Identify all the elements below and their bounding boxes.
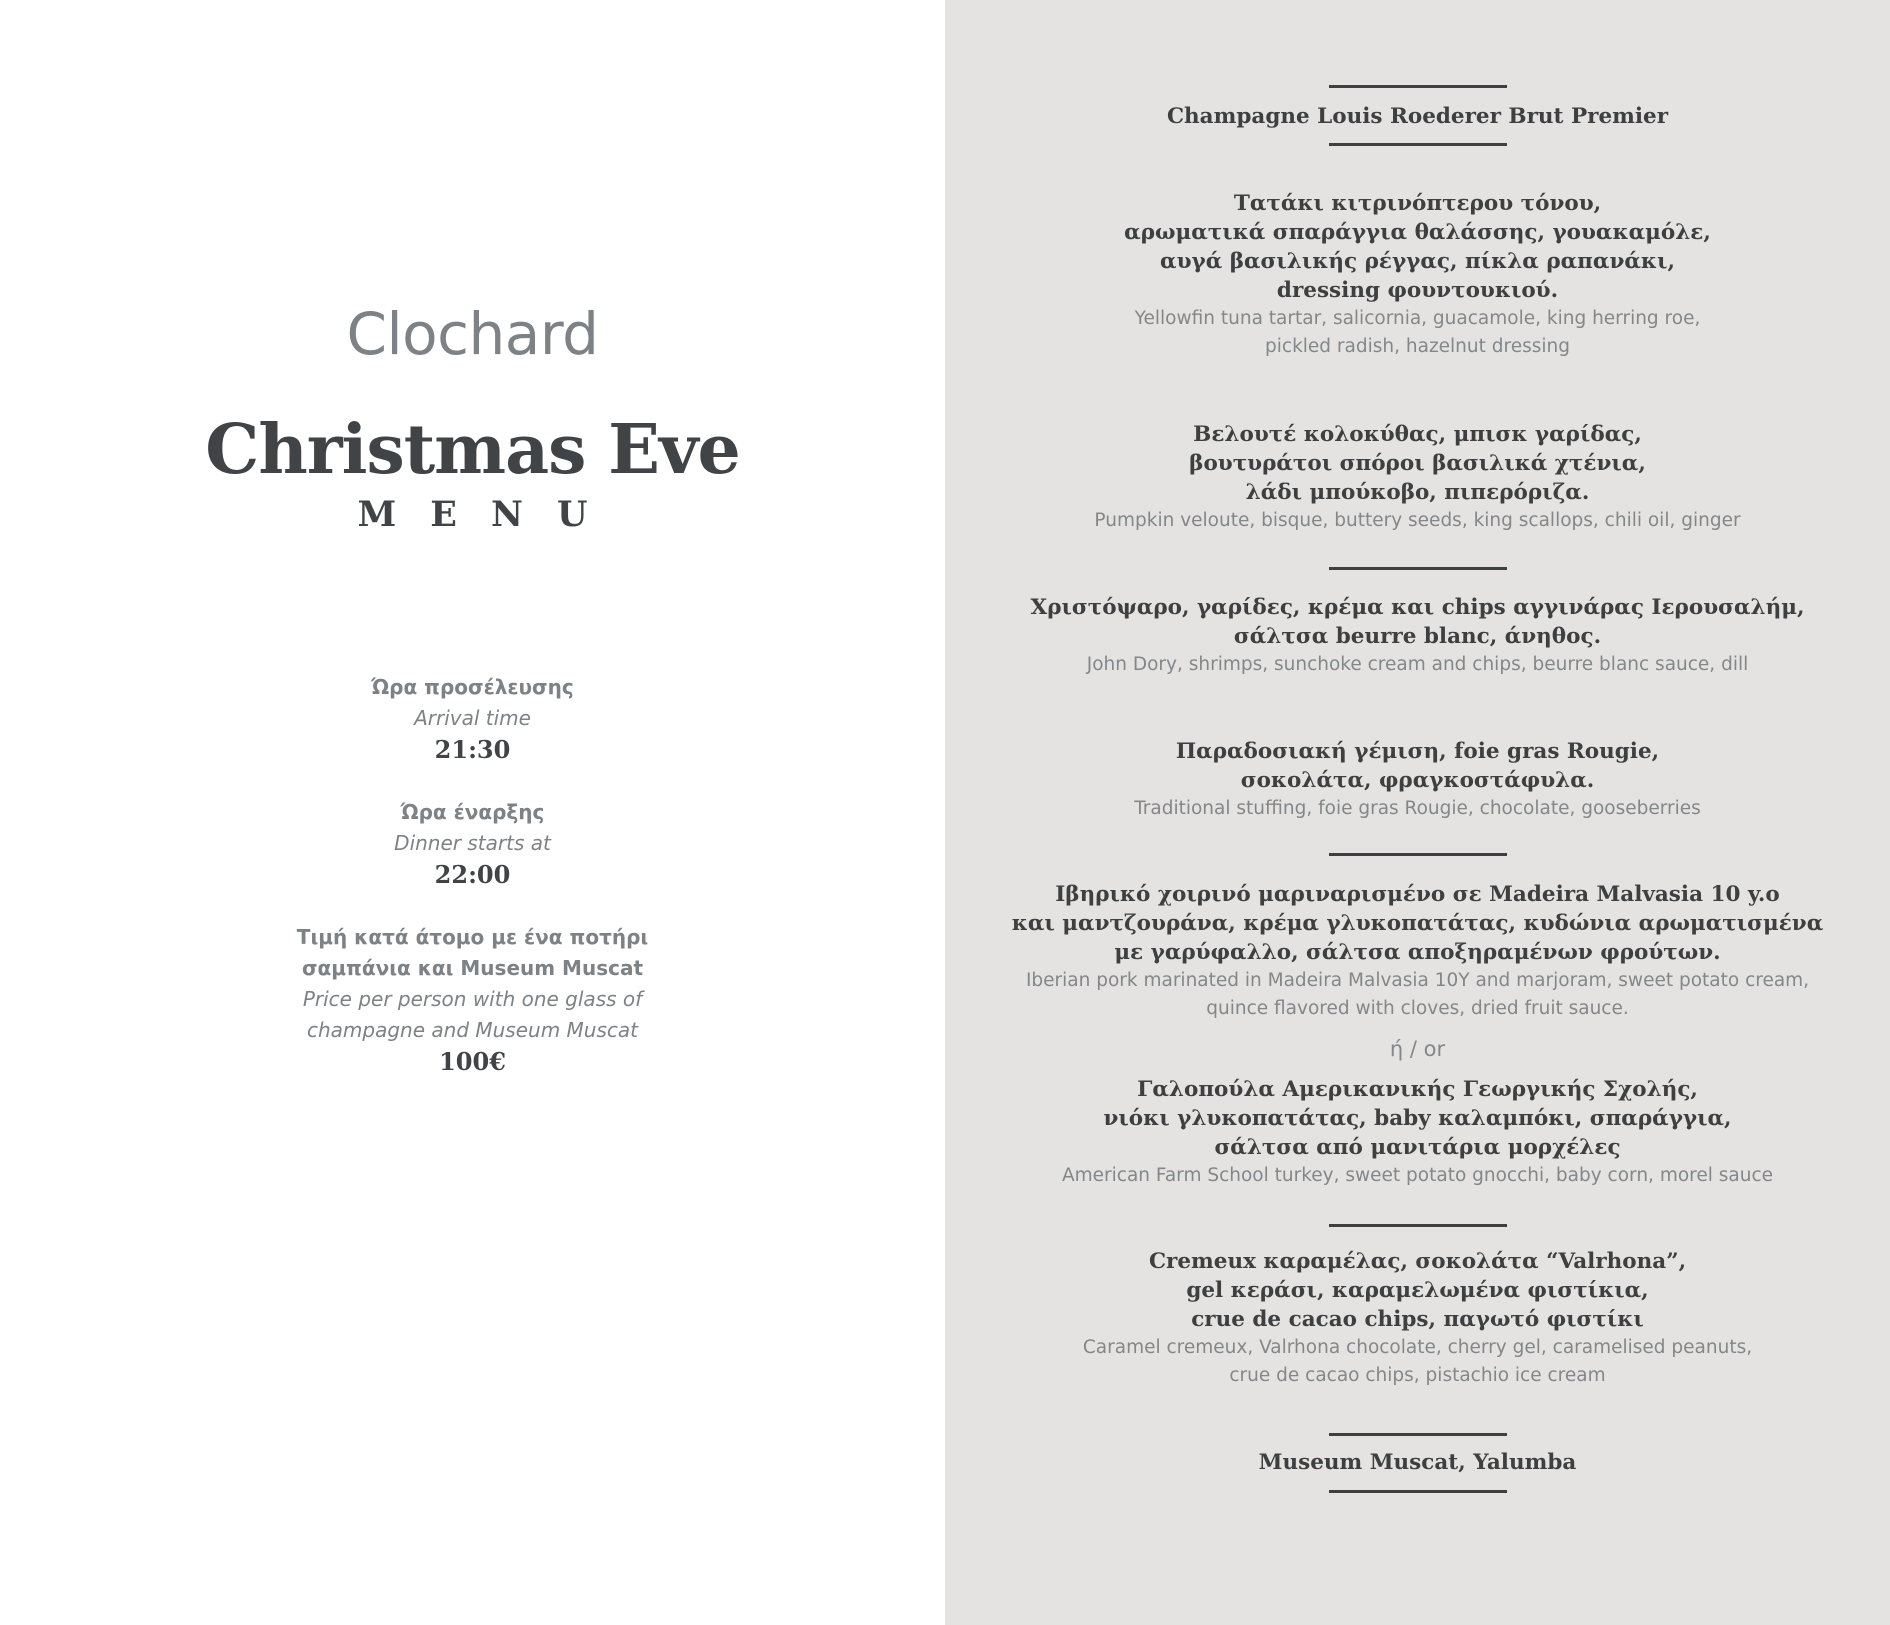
course-dessert (945, 1247, 1890, 1390)
course-gr-line: σάλτσα beurre blanc, άνηθος. (1233, 624, 1602, 649)
course-fish (945, 593, 1890, 679)
arrival-time: 21:30 (434, 735, 511, 764)
digestif (945, 1448, 1890, 1477)
dinner-time: 22:00 (434, 860, 511, 889)
course-gr-line: σάλτσα από μανιτάρια μορχέλες (1214, 1135, 1621, 1160)
divider (1329, 85, 1507, 88)
course-main-pork (945, 880, 1890, 1023)
arrival-info (0, 672, 945, 766)
dinner-label-en: Dinner starts at (394, 831, 551, 855)
course-gr-line: νιόκι γλυκοπατάτας, baby καλαμπόκι, σπαράγγια, (1103, 1106, 1732, 1131)
price-value: 100€ (439, 1047, 506, 1076)
course-gr-line: λάδι μπούκοβο, πιπερόριζα. (1245, 480, 1590, 505)
arrival-label-en: Arrival time (414, 706, 531, 730)
course-gr-line: gel κεράσι, καραμελωμένα φιστίκια, (1186, 1278, 1649, 1303)
divider (1329, 1490, 1507, 1493)
event-title: Christmas Eve (205, 410, 740, 490)
course-gr-line: Cremeux καραμέλας, σοκολάτα “Valrhona”, (1148, 1249, 1687, 1274)
price-label-en-1: Price per person with one glass of (302, 987, 643, 1011)
divider (1329, 1433, 1507, 1436)
course-en-line: pickled radish, hazelnut dressing (1265, 336, 1570, 357)
course-en-line: crue de cacao chips, pistachio ice cream (1229, 1365, 1606, 1386)
course-gr-line: και μαντζουράνα, κρέμα γλυκοπατάτας, κυδώνια αρωματισμένα (1011, 911, 1824, 936)
course-gr-line: Παραδοσιακή γέμιση, foie gras Rougie, (1175, 739, 1660, 764)
course-gr-line: βουτυράτοι σπόροι βασιλικά χτένια, (1189, 451, 1646, 476)
course-en-line: Traditional stuffing, foie gras Rougie, chocolate, gooseberries (1134, 798, 1701, 819)
event-subtitle: MENU (357, 494, 622, 535)
divider (1329, 853, 1507, 856)
or-separator (945, 1035, 1890, 1063)
course-gr-line: με γαρύφαλλο, σάλτσα αποξηραμένων φρούτων. (1114, 940, 1721, 965)
aperitif-name: Champagne Louis Roederer Brut Premier (1166, 104, 1669, 129)
course-stuffing (945, 737, 1890, 823)
course-gr-line: Τατάκι κιτρινόπτερου τόνου, (1233, 191, 1602, 216)
aperitif (945, 102, 1890, 131)
course-gr-line: crue de cacao chips, παγωτό φιστίκι (1191, 1307, 1644, 1332)
price-label-gr-1: Τιμή κατά άτομο με ένα ποτήρι (296, 925, 649, 949)
price-label-gr-2: σαμπάνια και Museum Muscat (301, 956, 644, 980)
dinner-info (0, 797, 945, 891)
price-info (0, 922, 945, 1078)
course-gr-line: αρωματικά σπαράγγια θαλάσσης, γουακαμόλε, (1124, 220, 1711, 245)
course-gr-line: σοκολάτα, φραγκοστάφυλα. (1240, 768, 1595, 793)
divider (1329, 1224, 1507, 1227)
course-main-turkey (945, 1075, 1890, 1190)
course-soup (945, 420, 1890, 535)
course-gr-line: Βελουτέ κολοκύθας, μπισκ γαρίδας, (1193, 422, 1642, 447)
or-text: ή / or (1389, 1037, 1446, 1061)
course-en-line: American Farm School turkey, sweet potato gnocchi, baby corn, morel sauce (1061, 1165, 1774, 1186)
course-en-line: quince flavored with cloves, dried fruit sauce. (1206, 998, 1629, 1019)
digestif-name: Museum Muscat, Yalumba (1258, 1450, 1577, 1475)
course-gr-line: Γαλοπούλα Αμερικανικής Γεωργικής Σχολής, (1137, 1077, 1698, 1102)
course-en-line: Pumpkin veloute, bisque, buttery seeds, king scallops, chili oil, ginger (1094, 510, 1741, 531)
course-gr-line: dressing φουντουκιού. (1276, 278, 1559, 303)
price-label-en-2: champagne and Museum Muscat (307, 1018, 638, 1042)
course-gr-line: Χριστόψαρο, γαρίδες, κρέμα και chips αγγινάρας Ιερουσαλήμ, (1030, 595, 1805, 620)
course-en-line: Yellowfin tuna tartar, salicornia, guacamole, king herring roe, (1134, 308, 1701, 329)
course-starter (945, 189, 1890, 361)
course-en-line: Caramel cremeux, Valrhona chocolate, cherry gel, caramelised peanuts, (1082, 1337, 1753, 1358)
course-gr-line: Ιβηρικό χοιρινό μαριναρισμένο σε Madeira Malvasia 10 y.o (1055, 882, 1780, 907)
divider (1329, 143, 1507, 146)
course-en-line: John Dory, shrimps, sunchoke cream and chips, beurre blanc sauce, dill (1086, 654, 1749, 675)
brand-name: Clochard (346, 300, 599, 368)
arrival-label-gr: Ώρα προσέλευσης (371, 675, 574, 699)
right-panel (945, 0, 1890, 1625)
dinner-label-gr: Ώρα έναρξης (400, 800, 545, 824)
divider (1329, 567, 1507, 570)
course-en-line: Iberian pork marinated in Madeira Malvasia 10Y and marjoram, sweet potato cream, (1025, 970, 1810, 991)
course-gr-line: αυγά βασιλικής ρέγγας, πίκλα ραπανάκι, (1160, 249, 1675, 274)
